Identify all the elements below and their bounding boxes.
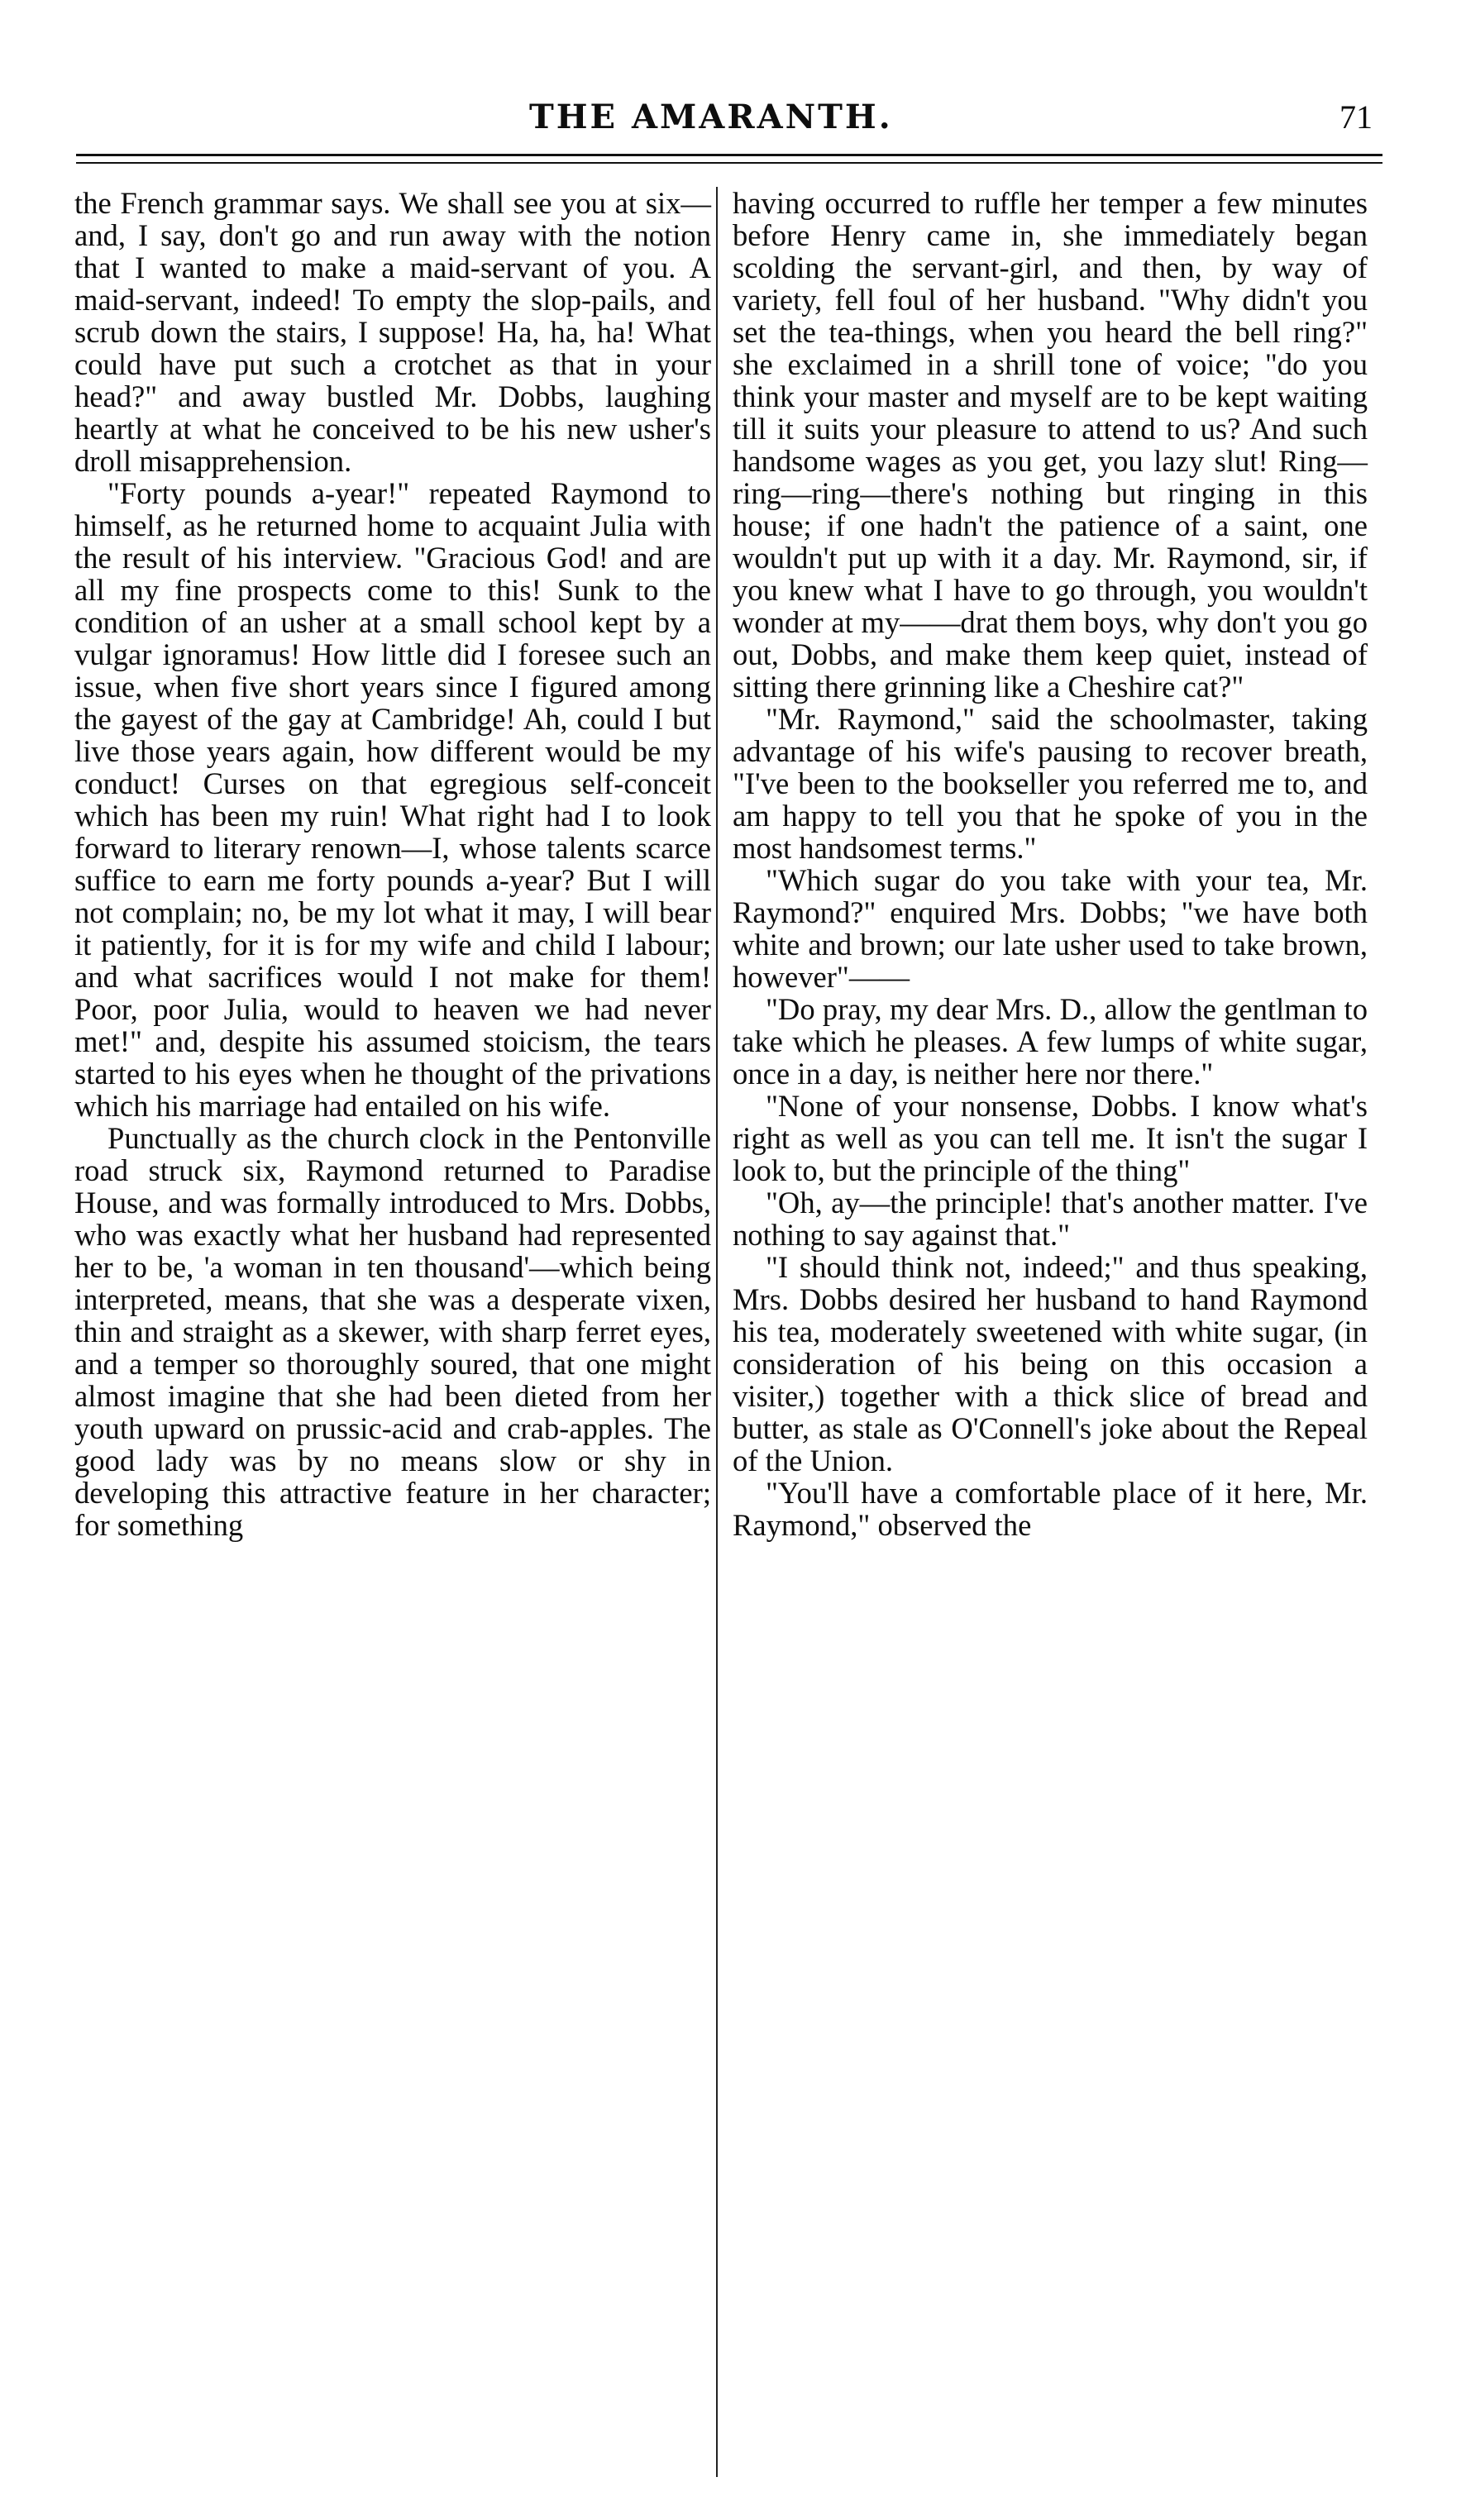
- header-rule-bottom: [76, 162, 1382, 164]
- paragraph: "I should think not, indeed;" and thus speaking, Mrs. Dobbs desired her husband to hand Raymond his tea, moderately sweetened with white sugar, (in consideration of his being on this occasion a visiter,) together with a thick slice of bread and butter, as stale as O'Connell's joke about the Repeal of the Union.: [733, 1250, 1368, 1477]
- paragraph: "None of your nonsense, Dobbs. I know what's right as well as you can tell me. It isn't the sugar I look to, but the principle of the thing": [733, 1089, 1368, 1187]
- header-rule-top: [76, 154, 1382, 156]
- column-divider: [716, 187, 718, 2477]
- paragraph: Punctually as the church clock in the Pentonville road struck six, Raymond returned to Paradise House, and was formally introduced to Mrs. Dobbs, who was exactly what her husband had represented her to be, 'a woman in ten thousand'—which being interpreted, means, that she was a desperate vixen, thin and straight as a skewer, with sharp ferret eyes, and a temper so thoroughly soured, that one might almost imagine that she had been dieted from her youth upward on prussic-acid and crab-apples. The good lady was by no means slow or shy in developing this attractive feature in her character; for something: [74, 1121, 711, 1542]
- paragraph: "Oh, ay—the principle! that's another matter. I've nothing to say against that.": [733, 1186, 1368, 1252]
- paragraph: "You'll have a comfortable place of it here, Mr. Raymond," observed the: [733, 1476, 1368, 1542]
- paragraph: the French grammar says. We shall see you at six—and, I say, don't go and run away with the notion that I wanted to make a maid-servant of you. A maid-servant, indeed! To empty the slop-pails, and scrub down the stairs, I suppose! Ha, ha, ha! What could have put such a crotchet as that in your head?" and away bustled Mr. Dobbs, laughing heartly at what he conceived to be his new usher's droll misapprehension.: [74, 186, 711, 478]
- running-head-title: THE AMARANTH.: [529, 98, 893, 136]
- left-column: [74, 187, 711, 1541]
- right-column: [733, 187, 1368, 1541]
- paragraph: "Forty pounds a-year!" repeated Raymond to himself, as he returned home to acquaint Julia with the result of his interview. "Gracious God! and are all my fine prospects come to this! Sunk to the condition of an usher at a small school kept by a vulgar ignoramus! How little did I foresee such an issue, when five short years since I figured among the gayest of the gay at Cambridge! Ah, could I but live those years again, how different would be my conduct! Curses on that egregious self-conceit which has been my ruin! What right had I to look forward to literary renown—I, whose talents scarce suffice to earn me forty pounds a-year? But I will not complain; no, be my lot what it may, I will bear it patiently, for it is for my wife and child I labour; and what sacrifices would I not make for them! Poor, poor Julia, would to heaven we had never met!" and, despite his assumed stoicism, the tears started to his eyes when he thought of the privations which his marriage had entailed on his wife.: [74, 476, 711, 1123]
- paragraph: having occurred to ruffle her temper a few minutes before Henry came in, she immediately began scolding the servant-girl, and then, by way of variety, fell foul of her husband. "Why didn't you set the tea-things, when you heard the bell ring?" she exclaimed in a shrill tone of voice; "do you think your master and myself are to be kept waiting till it suits your pleasure to attend to us? And such handsome wages as you get, you lazy slut! Ring—ring—ring—there's nothing but ringing in this house; if one hadn't the patience of a saint, one wouldn't put up with it a day. Mr. Raymond, sir, if you knew what I have to go through, you wouldn't wonder at my——drat them boys, why don't you go out, Dobbs, and make them keep quiet, instead of sitting there grinning like a Cheshire cat?": [733, 186, 1368, 704]
- running-head: [0, 93, 1466, 142]
- paragraph: "Which sugar do you take with your tea, Mr. Raymond?" enquired Mrs. Dobbs; "we have both white and brown; our late usher used to take brown, however"——: [733, 863, 1368, 994]
- paragraph: "Do pray, my dear Mrs. D., allow the gentlman to take which he pleases. A few lumps of white sugar, once in a day, is neither here nor there.": [733, 992, 1368, 1091]
- page-number: 71: [1339, 98, 1373, 136]
- paragraph: "Mr. Raymond," said the schoolmaster, taking advantage of his wife's pausing to recover breath, "I've been to the bookseller you referred me to, and am happy to tell you that he spoke of you in the most handsomest terms.": [733, 702, 1368, 865]
